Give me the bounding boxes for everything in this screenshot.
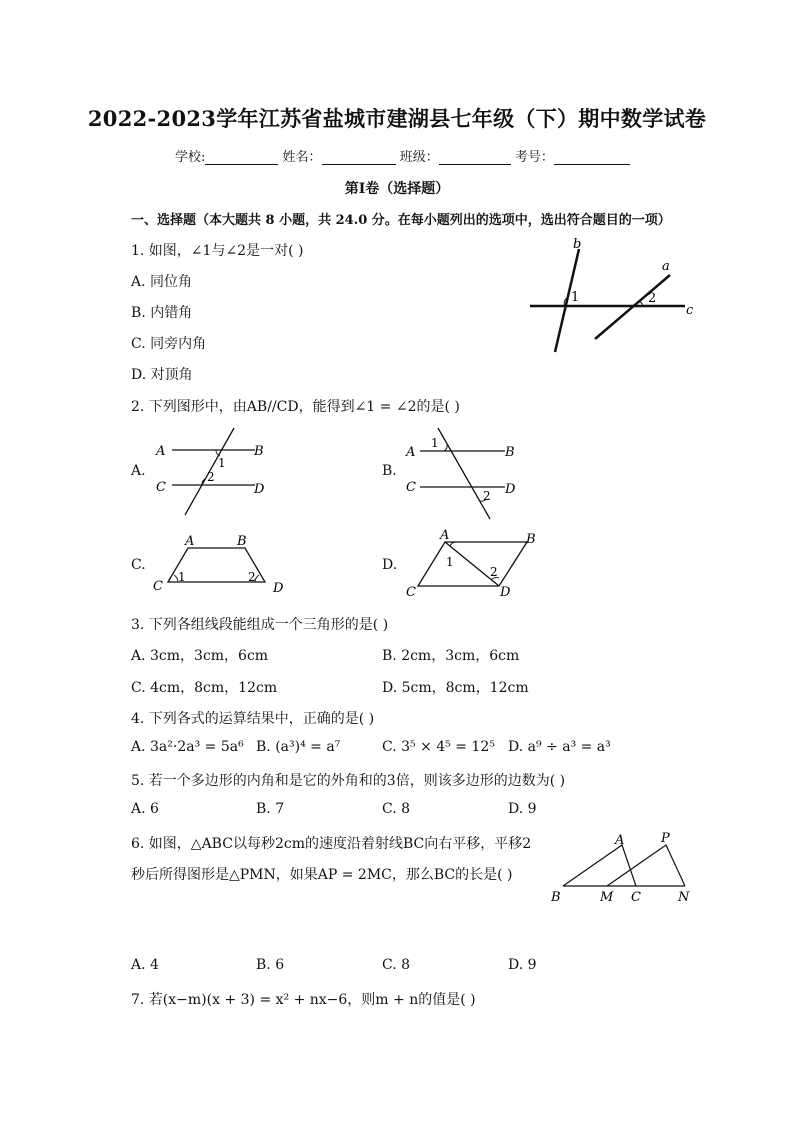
school-label: 学校: xyxy=(175,150,206,165)
svg-text:D: D xyxy=(273,581,284,596)
svg-text:D: D xyxy=(505,482,516,497)
svg-text:A: A xyxy=(440,528,450,543)
class-label: 班级： xyxy=(399,150,439,165)
q3-option-b: B. 2cm，3cm，6cm xyxy=(382,648,520,664)
q4-option-b: B. (a³)⁴ = a⁷ xyxy=(256,739,341,755)
question-3-stem: 3. 下列各组线段能组成一个三角形的是( ) xyxy=(131,617,389,633)
q3-option-a: A. 3cm，3cm，6cm xyxy=(131,648,269,664)
svg-text:B: B xyxy=(551,890,561,905)
svg-text:B: B xyxy=(254,444,264,459)
school-blank xyxy=(205,150,278,165)
section-heading: 第I卷（选择题） xyxy=(344,181,450,197)
q4-option-a: A. 3a²·2a³ = 5a⁶ xyxy=(131,739,244,755)
svg-text:2: 2 xyxy=(483,489,491,503)
q5-option-c: C. 8 xyxy=(382,801,411,817)
svg-text:2: 2 xyxy=(207,470,215,484)
label-2: 2 xyxy=(648,291,657,306)
q2-figure-a xyxy=(150,423,280,518)
q1-option-c: C. 同旁内角 xyxy=(131,336,207,352)
q2-option-d: D. xyxy=(382,557,398,573)
number-blank xyxy=(554,150,630,165)
question-2-stem: 2. 下列图形中，由AB//CD，能得到∠1 = ∠2的是( ) xyxy=(131,399,460,415)
q2-figure-d xyxy=(400,528,550,600)
svg-text:N: N xyxy=(678,890,690,905)
question-1-stem: 1. 如图，∠1与∠2是一对( ) xyxy=(131,243,304,259)
student-info-line xyxy=(175,146,630,165)
q5-option-b: B. 7 xyxy=(256,801,285,817)
label-c: c xyxy=(686,303,694,318)
number-label: 考号： xyxy=(514,150,554,165)
question-4-stem: 4. 下列各式的运算结果中，正确的是( ) xyxy=(131,711,375,727)
svg-text:1: 1 xyxy=(431,436,439,450)
q5-option-a: A. 6 xyxy=(131,801,159,817)
q1-option-a: A. 同位角 xyxy=(131,274,193,290)
svg-text:M: M xyxy=(600,890,614,905)
svg-text:1: 1 xyxy=(446,555,454,569)
q6-figure xyxy=(545,826,705,908)
svg-text:C: C xyxy=(406,480,416,495)
question-5-stem: 5. 若一个多边形的内角和是它的外角和的3倍，则该多边形的边数为( ) xyxy=(131,773,566,789)
question-7-stem: 7. 若(x−m)(x + 3) = x² + nx−6，则m + n的值是( ) xyxy=(131,992,476,1008)
name-blank xyxy=(322,150,396,165)
q1-option-b: B. 内错角 xyxy=(131,305,193,321)
svg-text:C: C xyxy=(406,585,416,600)
q4-option-c: C. 3⁵ × 4⁵ = 12⁵ xyxy=(382,739,495,755)
svg-text:B: B xyxy=(526,532,536,547)
q3-option-d: D. 5cm，8cm，12cm xyxy=(382,680,529,696)
svg-text:B: B xyxy=(505,445,515,460)
name-label: 姓名： xyxy=(282,150,322,165)
q2-figure-b xyxy=(400,423,530,523)
svg-text:D: D xyxy=(500,585,511,600)
label-b: b xyxy=(573,237,582,252)
q1-option-d: D. 对顶角 xyxy=(131,367,193,383)
q6-option-d: D. 9 xyxy=(508,957,537,973)
question-6-stem-line1: 6. 如图，△ABC以每秒2cm的速度沿着射线BC向右平移，平移2 xyxy=(131,836,532,852)
q6-option-a: A. 4 xyxy=(131,957,159,973)
svg-text:B: B xyxy=(237,534,247,549)
svg-text:1: 1 xyxy=(178,570,186,584)
class-blank xyxy=(439,150,511,165)
label-a: a xyxy=(662,259,670,274)
svg-text:2: 2 xyxy=(490,565,498,579)
svg-text:D: D xyxy=(254,482,265,497)
q2-option-a: A. xyxy=(131,463,146,479)
part-heading: 一、选择题（本大题共 8 小题，共 24.0 分。在每小题列出的选项中，选出符合题目的一项） xyxy=(131,213,671,228)
label-1: 1 xyxy=(571,290,580,305)
svg-text:A: A xyxy=(615,833,625,848)
svg-text:C: C xyxy=(631,890,641,905)
q6-option-c: C. 8 xyxy=(382,957,411,973)
svg-text:C: C xyxy=(156,480,166,495)
svg-text:A: A xyxy=(406,445,416,460)
svg-text:A: A xyxy=(185,534,195,549)
q2-option-b: B. xyxy=(382,463,397,479)
svg-text:P: P xyxy=(661,831,670,846)
svg-text:C: C xyxy=(153,579,163,594)
question-6-stem-line2: 秒后所得图形是△PMN，如果AP = 2MC，那么BC的长是( ) xyxy=(131,867,513,883)
q2-option-c: C. xyxy=(131,557,146,573)
q1-figure xyxy=(525,235,700,360)
svg-text:1: 1 xyxy=(218,456,226,470)
q2-figure-c xyxy=(150,530,290,596)
q3-option-c: C. 4cm，8cm，12cm xyxy=(131,680,278,696)
svg-text:2: 2 xyxy=(248,570,256,584)
q4-option-d: D. a⁹ ÷ a³ = a³ xyxy=(508,739,611,755)
q6-option-b: B. 6 xyxy=(256,957,285,973)
page-title: 2022-2023学年江苏省盐城市建湖县七年级（下）期中数学试卷 xyxy=(87,106,707,131)
svg-text:A: A xyxy=(156,444,166,459)
q5-option-d: D. 9 xyxy=(508,801,537,817)
